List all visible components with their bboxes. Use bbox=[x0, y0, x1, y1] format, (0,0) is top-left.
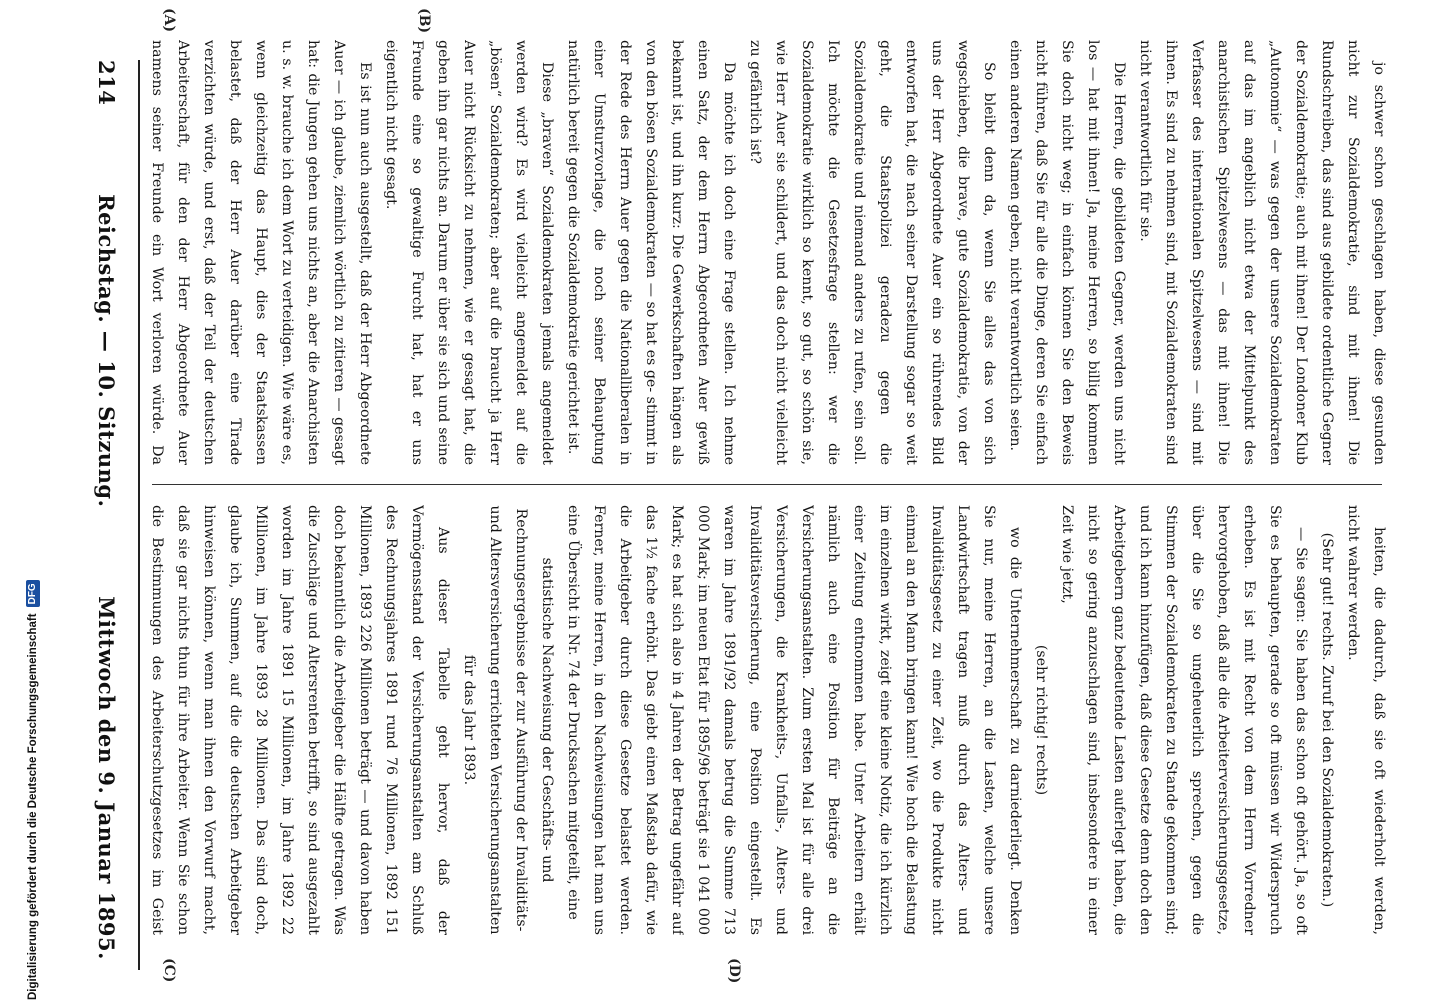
dfg-logo-icon: DFG bbox=[26, 580, 40, 607]
session-title: Reichstag. — 10. Sitzung. bbox=[94, 194, 120, 508]
paragraph: Da möchte ich doch eine Frage stellen. Ich nehme einen Satz, der dem Herrn Abgeordneten Auer gewiß bekannt ist, und ihn kurz: Die Gewerkschaften hängen als von den bösen Sozialdemokraten — so hat es ge- stimmt in der Rede des Herrn Auer gegen die Nationalliberalen in einer Umsturzvorlage, die noch seiner Behauptung natürlich bereit gegen die Sozialdemokratie gerichtet ist. bbox=[565, 40, 737, 465]
paragraph: Diese „braven“ Sozialdemokraten jemals angemeldet werden wird? Es wird vielleicht angemeldet auf die „bösen“ Sozialdemokraten; aber auf die braucht ja Herr Auer nicht Rücksicht zu nehmen, wie er gesagt hat, die geben ihn gar nichts an. Darum er über sie sich und seine Freunde eine so gewaltige Furcht hat, hat er uns eigentlich nicht gesagt. bbox=[383, 40, 555, 465]
margin-marker-b: (B) bbox=[416, 8, 432, 34]
margin-marker-d: (D) bbox=[726, 958, 742, 984]
page-number: 214 bbox=[94, 60, 120, 106]
paragraph: heiten, die dadurch, daß sie oft wiederholt werden, nicht wahrer werden. bbox=[1345, 505, 1387, 935]
header-rule bbox=[138, 60, 140, 970]
margin-marker-a: (A) bbox=[161, 8, 177, 33]
paragraph: jo schwer schon geschlagen haben, diese gesunden nicht zur Sozialdemokratie, sind mit ihnen! Die Rundschreiben, das sind aus gebildete ordentliche Gegner der Sozialdemokratie; auch mit ihnen! Der Londoner Klub „Autonomie“ — was gegen der unsere Sozialdemokraten auf das im angeblich nicht etwa der Mittelpunkt des anarchistischen Spitzelwesens — das mit ihnen! Die Verfasser des internationalen Spitzelwesens — sind mit ihnen. Es sind zu nehmen sind, mit Sozialdemokraten sind nicht verantwortlich für sie. bbox=[1137, 40, 1387, 465]
table-caption: statistische Nachweisung der Geschäfts- und Rechnungsergebnisse der zur Ausführung der Invaliditäts- und Altersversicherung errichteten Versicherungsanstalten für das Jahr 1893. bbox=[461, 505, 555, 935]
credit-text: Digitalisierung gefördert durch die Deutsche Forschungsgemeinschaft bbox=[27, 613, 39, 1000]
session-date: Mittwoch den 9. Januar 1895. bbox=[94, 596, 120, 960]
paragraph: So bleibt denn da, wenn Sie alles das von sich wegschieben, die brave, gute Sozialdemokratie, von der uns der Herr Abgeordnete Auer ein so rührendes Bild entworfen hat, die nach seiner Darstellung sogar so weit geht, die Staatspolizei geradezu gegen die Sozialdemokratie und niemand anders zu rufen, sein soll. Ich möchte die Gesetzesfrage stellen: wer die Sozialdemokratie wirklich so kennt, so gut, so schön sie, wie Herr Auer sie schildert, und das doch nicht vielleicht zu gefährlich ist? bbox=[747, 40, 997, 465]
credit-line bbox=[22, 583, 44, 1000]
left-text-column bbox=[147, 40, 1392, 465]
digitization-credit bbox=[0, 583, 39, 1000]
column-divider bbox=[152, 484, 1382, 485]
paragraph: Es ist nun auch ausgestellt, daß der Herr Abgeordnete Auer — ich glaube, ziemlich wörtlich zu zitieren — gesagt hat: die Jungen gehen uns nichts an, aber die Anarchisten u. s. w. brauche ich dem Wort zu verteidigen. Wie wäre es, wenn gleichzeitig das Haupt, dies der Staatskassen belastet, daß der Herr Auer darüber eine Tirade verzichten würde, und erst, daß der Teil der deutschen Arbeiterschaft, für den der Herr Abgeordnete Auer namens seiner Freunde ein Wort verloren würde. Da bbox=[149, 40, 373, 465]
margin-marker-c: (C) bbox=[161, 958, 177, 983]
interjection: (Sehr gut! rechts. Zuruf bei den Sozialdemokraten.) bbox=[1319, 532, 1335, 908]
page-header bbox=[87, 60, 127, 960]
paragraph: Die Herren, die gebildeten Gegner, werden uns nicht los — hat mit ihnen! Ja, meine Herren, so billig kommen Sie doch nicht weg; in einfach können Sie den Beweis nicht führen, daß Sie für alle die Dinge, deren Sie einfach einen anderen Namen geben, nicht verantwortlich seien. bbox=[1007, 40, 1127, 465]
paragraph: Aus dieser Tabelle geht hervor, daß der Vermögensstand der Versicherungsanstalten am Schluß des Rechnungsjahres 1891 rund 76 Millionen, 1892 151 Millionen, 1893 226 Millionen beträgt — und davon haben doch bekanntlich die Arbeitgeber die Hälfte getragen. Was die Zuschläge und Altersrenten betrifft, so sind ausgezahlt worden im Jahre 1891 15 Millionen, im Jahre 1892 22 Millionen, im Jahre 1893 28 Millionen. Das sind doch, glaube ich, Summen, auf die die deutschen Arbeitgeber hinweisen können, wenn man ihnen den Vorwurf macht, daß sie gar nichts thun für ihre Arbeiter. Wenn Sie schon die Bestimmungen des Arbeiterschutzgesetzes im Geist bbox=[149, 505, 451, 935]
paragraph: wo die Unternehmerschaft zu darniederliegt. Denken Sie nur, meine Herren, an die Lasten, welche unsere Landwirtschaft tragen muß durch das Alters- und Invaliditätsgesetz zu einer Zeit, wo die Produkte nicht einmal an den Mann bringen kann! Wie hoch die Belastung im einzelnen wirkt, zeigt eine kleine Notiz, die ich kürzlich einer Zeitung entnommen habe. Unter Arbeitern erhält nämlich auch eine Position für Beiträge an die Versicherungsanstalten. Zum ersten Mal ist für alle drei Versicherungen, die Krankheits-, Unfalls-, Alters- und Invaliditätsversicherung, eine Position eingestellt. Es waren im Jahre 1891/92 damals betrug die Summe 713 000 Mark; im neuen Etat für 1895/96 beträgt sie 1 041 000 Mark; es hat sich also in 4 Jahren der Betrag ungefähr auf das 1½ fache erhöht. Das giebt einen Maßstab dafür, wie die Arbeitgeber durch diese Gesetze belastet werden. Ferner, meine Herren, in den Nachweisungen hat man uns eine Übersicht in Nr. 74 der Drucksachen mitgeteilt, eine bbox=[565, 505, 1023, 935]
right-text-column bbox=[147, 505, 1392, 935]
paragraph: — Sie sagen: Sie haben das schon oft gehört. Ja, so oft Sie es behaupten, gerade so oft müssen wir Widerspruch erheben. Es ist mit Recht von dem Herrn Vorredner hervorgehoben, daß alle die Arbeiterversicherungsgesetze, über die Sie so ungeheuerlich sprechen, gegen die Stimmen der Sozialdemokraten zu Stande gekommen sind; und ich kann hinzufügen, daß diese Gesetze denn doch den Arbeitgebern ganz bedeutende Lasten auferlegt haben, die nicht so gering anzuschlagen sind, insbesondere in einer Zeit wie jetzt, bbox=[1059, 505, 1309, 935]
interjection: (sehr richtig! rechts) bbox=[1033, 644, 1049, 796]
